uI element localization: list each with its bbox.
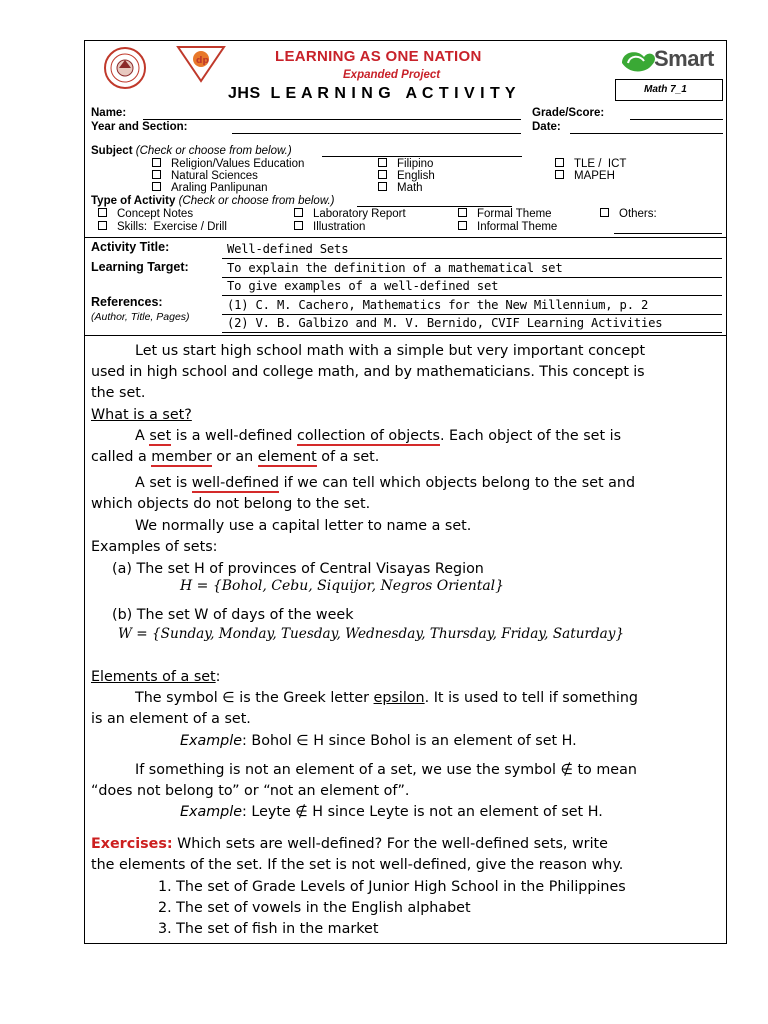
- doc-type: JHS L E A R N I N G A C T I V I T Y: [228, 85, 517, 102]
- references-label: References:: [91, 295, 163, 309]
- intro-line-1: Let us start high school math with a simple but very important concept: [135, 343, 646, 359]
- checkbox-icon: [378, 170, 387, 179]
- exercises-line-1: Exercises: Which sets are well-defined? For the well-defined sets, write: [91, 836, 608, 852]
- well-defined-line-1: A set is well-defined if we can tell which objects belong to the set and: [135, 475, 636, 491]
- date-field[interactable]: [570, 133, 723, 134]
- reference-2: (2) V. B. Galbizo and M. V. Bernido, CVIF Learning Activities: [227, 316, 663, 330]
- exercise-item: 2. The set of vowels in the English alphabet: [158, 900, 471, 916]
- section-divider: [85, 335, 726, 336]
- references-hint: (Author, Title, Pages): [91, 311, 190, 323]
- not-element-line-1: If something is not an element of a set, we use the symbol ∉ to mean: [135, 762, 637, 778]
- code-box: [615, 79, 723, 101]
- learning-target-1: To explain the definition of a mathematical set: [227, 261, 563, 275]
- name-field[interactable]: [143, 119, 521, 120]
- epsilon-line-2: is an element of a set.: [91, 711, 251, 727]
- capital-letter-line: We normally use a capital letter to name a set.: [135, 518, 472, 534]
- activity-type-heading: [91, 195, 335, 208]
- checkbox-icon: [555, 158, 564, 167]
- school-seal-icon: [103, 46, 147, 90]
- year-section-field[interactable]: [232, 133, 521, 134]
- subject-hint: (Check or choose from below.): [135, 145, 292, 157]
- reference-1: (1) C. M. Cachero, Mathematics for the New Millennium, p. 2: [227, 298, 649, 312]
- term-set: set: [149, 428, 172, 444]
- name-label: Name:: [91, 107, 127, 119]
- definition-line-1: A set is a well-defined collection of objects. Each object of the set is: [135, 428, 622, 444]
- checkbox-icon: [294, 208, 303, 217]
- activity-code: Math 7_1: [644, 84, 687, 95]
- header-subtitle: Expanded Project: [343, 69, 441, 81]
- not-element-line-2: “does not belong to” or “not an element of”.: [91, 783, 410, 799]
- checkbox-icon: [458, 221, 467, 230]
- grade-score-label: Grade/Score:: [532, 107, 605, 119]
- intro-line-2: used in high school and college math, and by mathematicians. This concept is: [91, 364, 645, 380]
- activity-option[interactable]: Laboratory Report: [294, 208, 406, 221]
- rule-line: [222, 258, 722, 259]
- epsilon-line-1: The symbol ∈ is the Greek letter epsilon. It is used to tell if something: [135, 690, 639, 706]
- examples-heading: Examples of sets:: [91, 539, 218, 555]
- checkbox-icon: [152, 158, 161, 167]
- subject-option[interactable]: Araling Panlipunan: [152, 182, 268, 195]
- definition-line-2: called a member or an element of a set.: [91, 449, 380, 465]
- activity-title-label: Activity Title:: [91, 240, 170, 254]
- subject-option[interactable]: Math: [378, 182, 423, 195]
- activity-option[interactable]: Others:: [600, 208, 657, 221]
- rule-line: [222, 314, 722, 315]
- term-well-defined: well-defined: [191, 475, 280, 491]
- example-non-member: Example: Leyte ∉ H since Leyte is not an element of set H.: [180, 804, 603, 820]
- learning-target-label: Learning Target:: [91, 260, 189, 274]
- date-label: Date:: [532, 121, 561, 133]
- subject-heading: [91, 145, 292, 158]
- activity-type-field[interactable]: [357, 206, 512, 207]
- term-epsilon: epsilon: [373, 690, 425, 706]
- checkbox-icon: [378, 182, 387, 191]
- activity-option[interactable]: Formal Theme: [458, 208, 552, 221]
- grade-score-field[interactable]: [630, 119, 723, 120]
- well-defined-line-2: which objects do not belong to the set.: [91, 496, 371, 512]
- example-b: (b) The set W of days of the week: [112, 607, 354, 623]
- checkbox-icon: [294, 221, 303, 230]
- checkbox-icon: [152, 170, 161, 179]
- subject-option[interactable]: English: [378, 170, 435, 183]
- elements-heading: Elements of a set:: [91, 669, 221, 685]
- subject-label: Subject: [91, 145, 133, 157]
- activity-title-value: Well-defined Sets: [227, 242, 349, 256]
- example-member: Example: Bohol ∈ H since Bohol is an element of set H.: [180, 733, 577, 749]
- exercises-line-2: the elements of the set. If the set is not well-defined, give the reason why.: [91, 857, 624, 873]
- cvif-dlp-logo-icon: [176, 43, 226, 83]
- rule-line: [222, 295, 722, 296]
- checkbox-icon: [600, 208, 609, 217]
- activity-option[interactable]: Illustration: [294, 221, 365, 234]
- year-section-label: Year and Section:: [91, 121, 188, 133]
- intro-line-3: the set.: [91, 385, 146, 401]
- checkbox-icon: [98, 208, 107, 217]
- what-is-a-set-heading: What is a set?: [91, 407, 192, 423]
- checkbox-icon: [458, 208, 467, 217]
- exercise-item: 3. The set of fish in the market: [158, 921, 379, 937]
- activity-option[interactable]: Skills: Exercise / Drill: [98, 221, 227, 234]
- checkbox-icon: [555, 170, 564, 179]
- example-a-set: H = {Bohol, Cebu, Siquijor, Negros Oriental}: [180, 578, 505, 594]
- header-title: LEARNING AS ONE NATION: [275, 48, 482, 65]
- example-b-set: W = {Sunday, Monday, Tuesday, Wednesday, Thursday, Friday, Saturday}: [118, 626, 625, 642]
- exercise-item: 1. The set of Grade Levels of Junior High School in the Philippines: [158, 879, 626, 895]
- exercises-label: Exercises:: [91, 836, 173, 852]
- subject-option[interactable]: MAPEH: [555, 170, 615, 183]
- rule-line: [222, 277, 722, 278]
- term-member: member: [151, 449, 212, 465]
- activity-type-label: Type of Activity: [91, 195, 176, 207]
- rule-line: [222, 332, 722, 333]
- activity-option[interactable]: Concept Notes: [98, 208, 193, 221]
- subject-option[interactable]: Religion/Values Education: [152, 158, 304, 171]
- checkbox-icon: [152, 182, 161, 191]
- activity-type-hint: (Check or choose from below.): [178, 195, 335, 207]
- term-element: element: [257, 449, 317, 465]
- activity-option[interactable]: Informal Theme: [458, 221, 557, 234]
- smart-brand: Smart: [654, 46, 714, 71]
- subject-option[interactable]: Natural Sciences: [152, 170, 258, 183]
- checkbox-icon: [98, 221, 107, 230]
- learning-target-2: To give examples of a well-defined set: [227, 279, 499, 293]
- subject-field[interactable]: [322, 156, 522, 157]
- svg-text:dp: dp: [196, 56, 209, 66]
- example-a: (a) The set H of provinces of Central Visayas Region: [112, 561, 484, 577]
- subject-option[interactable]: Filipino: [378, 158, 433, 171]
- checkbox-icon: [378, 158, 387, 167]
- term-collection: collection of objects: [296, 428, 440, 444]
- section-divider: [85, 237, 726, 238]
- subject-option[interactable]: TLE / ICT: [555, 158, 626, 171]
- others-field[interactable]: [614, 233, 722, 234]
